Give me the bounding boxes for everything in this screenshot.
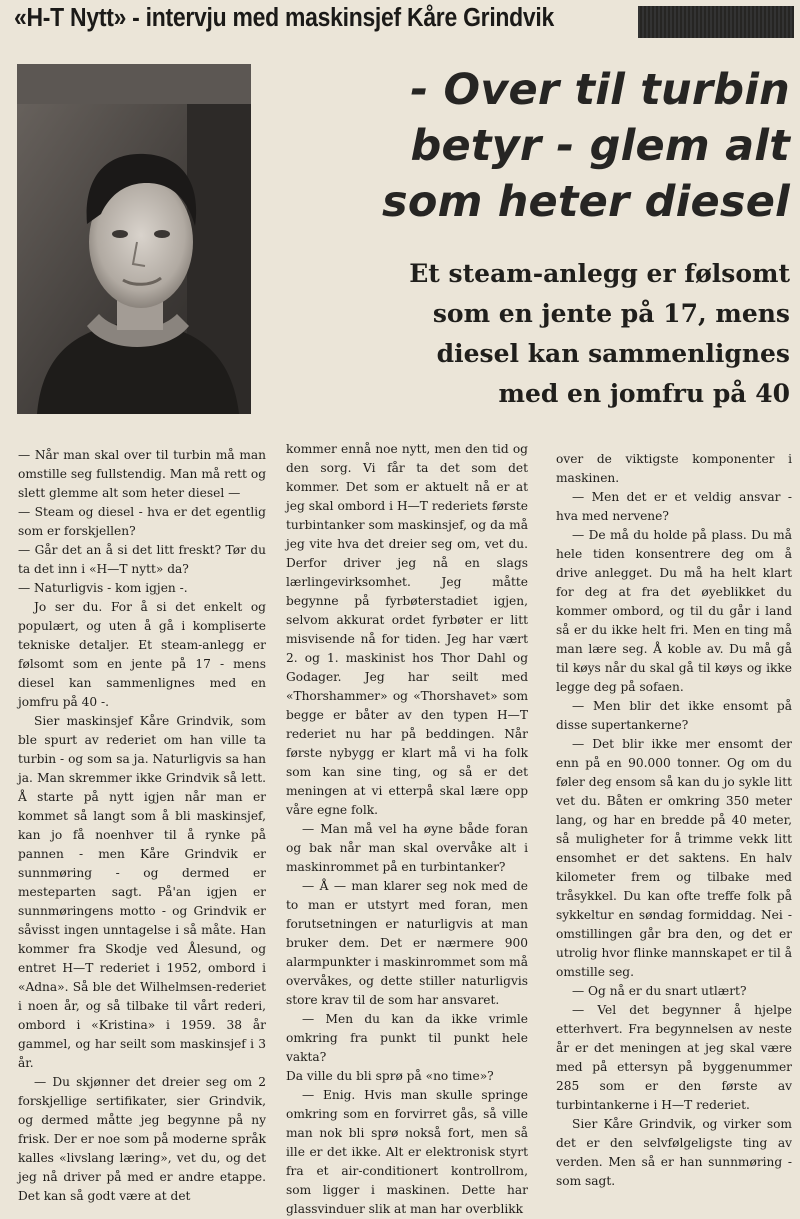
article-headline <box>300 62 790 230</box>
portrait-photo <box>17 64 251 414</box>
paragraph: — Vel det begynner å hjelpe etterhvert. Fra begynnelsen av neste år er det meningen at jeg skal være med på ettersyn på byggenummer 285 som er den første av turbintankerne i H—T rederiet. <box>556 1003 792 1112</box>
article-subheadline <box>300 254 790 414</box>
paragraph: — Men du kan da ikke vrimle omkring fra punkt til punkt hele vakta? <box>286 1012 528 1064</box>
paragraph: over de viktigste komponenter i maskinen. <box>556 452 792 485</box>
paragraph: Da ville du bli sprø på «no time»? <box>286 1069 494 1083</box>
portrait-photo-icon <box>17 64 251 414</box>
paragraph: Jo ser du. For å si det enkelt og populært, og uten å gå i kompliserte tekniske detaljer. Et steam-anlegg er følsomt som en jente på 17 - mens diesel kan sammenlignes med en jomfru på 40 -. <box>18 600 266 709</box>
subheadline-line: med en jomfru på 40 <box>498 379 790 408</box>
article-header <box>14 2 794 42</box>
body-column-3 <box>556 450 792 1188</box>
body-column-2 <box>286 440 528 1216</box>
subheadline-line: diesel kan sammenlignes <box>436 339 790 368</box>
paragraph: — Å — man klarer seg nok med de to man er utstyrt med foran, men forutsetningen er naturligvis at man bruker dem. Det er nærmere 900 alarmpunkter i maskinrommet som må overvåkes, og dette stiller naturligvis store krav til de som har ansvaret. <box>286 879 528 1007</box>
headline-line: betyr - glem alt <box>410 121 790 171</box>
paragraph: — Naturligvis - kom igjen -. <box>18 581 188 595</box>
paragraph: — Det blir ikke mer ensomt der enn på en 90.000 tonner. Og om du føler deg ensom så kan du jo sykle litt vet du. Båten er omkring 350 meter lang, og har en bredde på 40 meter, så muligheter for å trimme vekk litt ensomhet er det saktens. En halv kilometer frem og tilbake med tråsykkel. Du kan ofte treffe folk på sykkeltur en søndag formiddag. Nei - omstillingen går bra den, og det er utrolig hvor flinke mannskapet er til å omstille seg. <box>556 737 792 979</box>
paragraph: Sier Kåre Grindvik, og virker som det er den selvfølgeligste ting av verden. Men så er han sunnmøring - som sagt. <box>556 1117 792 1188</box>
body-column-1 <box>18 446 266 1203</box>
paragraph: — De må du holde på plass. Du må hele tiden konsentrere deg om å drive anlegget. Du må ha helt klart for deg at fra det øyeblikket du kommer ombord, og til du går i land så er du ikke helt fri. Men en ting må man lære seg. Å koble av. Du må gå til køys når du skal gå til køys og ikke legge deg på sofaen. <box>556 528 792 694</box>
headline-line: som heter diesel <box>382 177 790 227</box>
paragraph: — Når man skal over til turbin må man omstille seg fullstendig. Man må rett og slett glemme alt som heter diesel — <box>18 448 266 500</box>
subheadline-line: Et steam-anlegg er følsomt <box>409 259 790 288</box>
paragraph: kommer ennå noe nytt, men den tid og den sorg. Vi får ta det som det kommer. Det som er aktuelt nå er at jeg skal ombord i H—T rederiets første turbintanker som maskinsjef, og da må jeg vite hva det dreier seg om, vet du. Derfor driver jeg nå en slags lærlingevirksomhet. Jeg måtte begynne på fyrbøterstadiet igjen, selvom akkurat ordet fyrbøter er litt misvisende nå for tiden. Jeg har vært 2. og 1. maskinist hos Thor Dahl og Godager. Jeg har seilt med «Thorshammer» og «Thorshavet» som begge er båter av den typen H—T rederiet nu har på beddingen. Når første nybygg er klart må vi ha folk som kan sine ting, og så er det meningen at vi etterpå skal lære opp våre egne folk. <box>286 442 528 817</box>
paragraph: — Enig. Hvis man skulle springe omkring som en forvirret gås, så ville man nok bli sprø nokså fort, men så ille er det ikke. Alt er elektronisk styrt fra et air-conditionert kontrollrom, som ligger i maskinen. Dette har glassvinduer slik at man har overblikk <box>286 1088 528 1216</box>
paragraph: Sier maskinsjef Kåre Grindvik, som ble spurt av rederiet om han ville ta turbin - og som sa ja. Naturligvis sa han ja. Man skremmer ikke Grindvik så lett. Å starte på nytt igjen når man er kommet så langt som å bli maskinsjef, kan jo få noenhver til å rynke på pannen - men Kåre Grindvik er sunnmøring - og dermed er mesteparten sagt. På'an igjen er sunnmøringens motto - og Grindvik er såvisst ingen unntagelse i så måte. Han kommer fra Skodje ved Ålesund, og entret H—T rederiet i 1952, ombord i «Adna». Så ble det Wilhelmsen-rederiet i noen år, og så tilbake til vårt rederi, ombord i «Kristina» i 1959. 38 år gammel, og har seilt som maskinsjef i 3 år. <box>18 714 266 1070</box>
paragraph: — Man må vel ha øyne både foran og bak når man skal overvåke alt i maskinrommet på en turbintanker? <box>286 822 528 874</box>
paragraph: — Men blir det ikke ensomt på disse supertankerne? <box>556 699 792 732</box>
paragraph: — Du skjønner det dreier seg om 2 forskjellige sertifikater, sier Grindvik, og dermed måtte jeg begynne på ny frisk. Der er noe som på moderne språk kalles «livslang læring», vet du, og det jeg nå driver på med er andre etappe. Det kan så godt være at det <box>18 1075 266 1203</box>
subheadline-line: som en jente på 17, mens <box>432 299 790 328</box>
headline-line: - Over til turbin <box>410 65 790 115</box>
paragraph: — Går det an å si det litt freskt? Tør du ta det inn i «H—T nytt» da? <box>18 543 266 576</box>
header-decorative-bar <box>638 6 794 38</box>
paragraph: — Steam og diesel - hva er det egentlig som er forskjellen? <box>18 505 266 538</box>
paragraph: — Og nå er du snart utlært? <box>572 984 747 998</box>
header-title: «H-T Nytt» - intervju med maskinsjef Kåre Grindvik <box>14 4 555 32</box>
paragraph: — Men det er et veldig ansvar - hva med nervene? <box>556 490 792 523</box>
